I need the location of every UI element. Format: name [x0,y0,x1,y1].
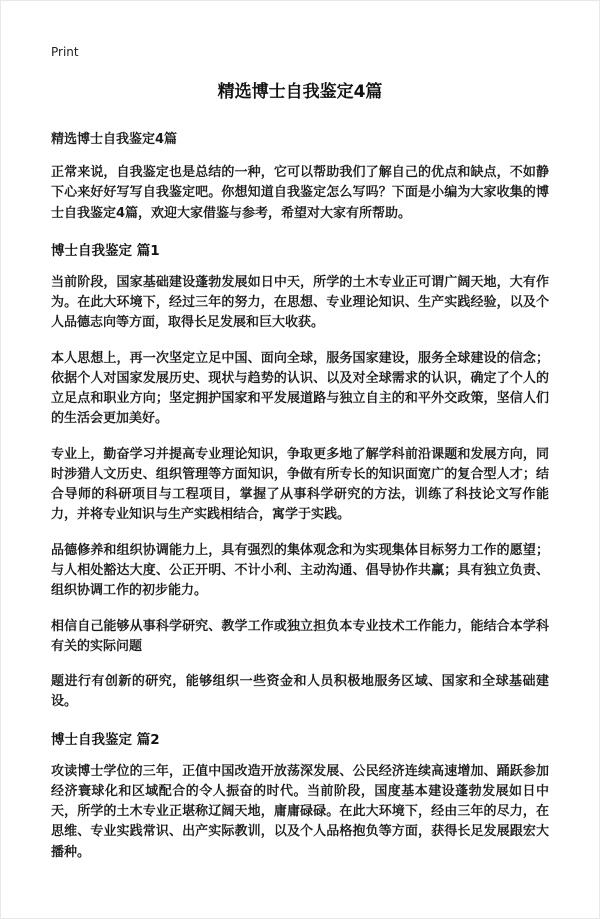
section1-paragraph: 当前阶段，国家基础建设蓬勃发展如日中天，所学的土木专业正可谓广阔天地，大有作为。在此大环境下，经过三年的努力，在思想、专业理论知识、生产实践经验，以及个人品德志向等方面，取得长足发展和巨大收获。 [51,274,549,331]
section1-paragraph: 专业上，勤奋学习并提高专业理论知识，争取更多地了解学科前沿课题和发展方向，同时涉猎人文历史、组织管理等方面知识，争做有所专长的知识面宽广的复合型人才；结合导师的科研项目与工程项目，掌握了从事科学研究的方法，训练了科技论文写作能力，并将专业知识与生产实践相结合，寓学于实践。 [51,446,549,523]
section1-paragraph: 题进行有创新的研究，能够组织一些资金和人员积极地服务区域、国家和全球基础建设。 [51,674,549,710]
document-title: 精选博士自我鉴定4篇 [217,82,383,102]
section2-heading: 博士自我鉴定 篇2 [51,731,160,748]
section1-paragraph: 品德修养和组织协调能力上，具有强烈的集体观念和为实现集体目标努力工作的愿望；与人相处豁达大度、公正开明、不计小利、主动沟通、倡导协作共赢；具有独立负责、组织协调工作的初步能力。 [51,542,549,599]
section1-paragraph: 本人思想上，再一次坚定立足中国、面向全球，服务国家建设，服务全球建设的信念；依据个人对国家发展历史、现状与趋势的认识、以及对全球需求的认识，确定了个人的立足点和职业方向；坚定拥护国家和平发展道路与独立自主的和平外交政策，坚信人们的生活会更加美好。 [51,350,549,427]
print-label: Print [51,45,79,59]
intro-paragraph: 正常来说，自我鉴定也是总结的一种，它可以帮助我们了解自己的优点和缺点，不如静下心来好好写写自我鉴定吧。你想知道自我鉴定怎么写吗？下面是小编为大家收集的博士自我鉴定4篇，欢迎大家借鉴与参考，希望对大家有所帮助。 [51,165,549,221]
document-subtitle: 精选博士自我鉴定4篇 [51,132,178,147]
section2-paragraph: 攻读博士学位的三年，正值中国改造开放荡深发展、公民经济连续高速增加、踊跃参加经济寰球化和区域配合的令人振奋的时代。当前阶段，国度基本建设蓬勃发展如日中天，所学的土木专业正堪称辽阔天地，庸庸碌碌。在此大环境下，经由三年的尽力，在思维、专业实践常识、出产实际教训，以及个人品格抱负等方面，获得长足发展跟宏大播种。 [51,763,549,860]
section1-heading: 博士自我鉴定 篇1 [51,242,160,259]
section1-paragraph: 相信自己能够从事科学研究、教学工作或独立担负本专业技术工作能力，能结合本学科有关的实际问题 [51,618,549,654]
